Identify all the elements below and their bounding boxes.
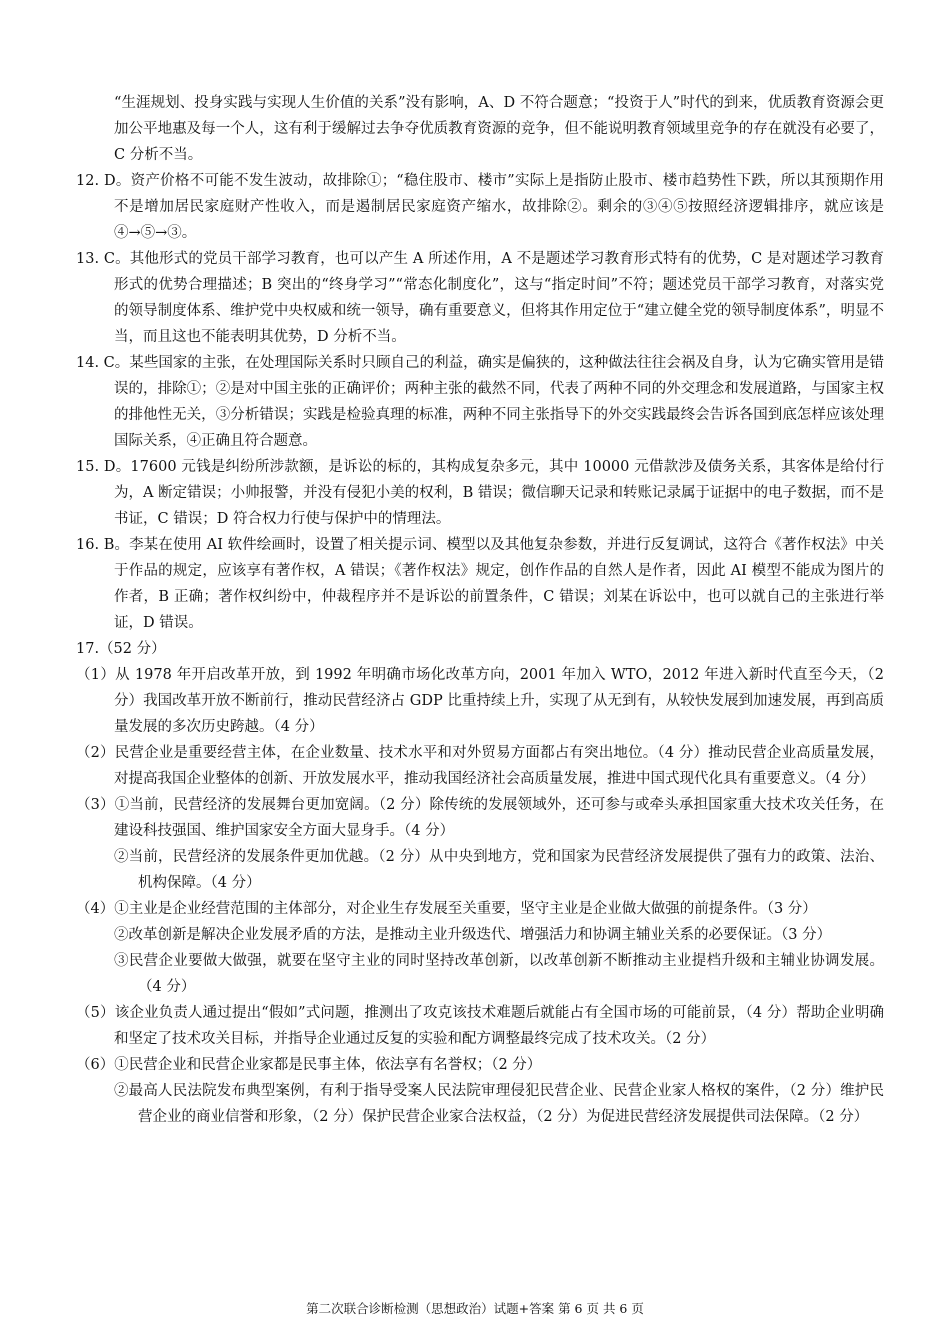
answer-paragraph: “生涯规划、投身实践与实现人生价值的关系”没有影响，A、D 不符合题意；“投资于人”时代的到来，优质教育资源会更加公平地惠及每一个人，这有利于缓解过去争夺优质教育资源的竞争，但不能说明教育领域里竞争的存在就没有必要了，C 分析不当。 — [114, 95, 884, 163]
answer-17-6-b: ②最高人民法院发布典型案例，有利于指导受案人民法院审理侵犯民营企业、民营企业家人格权的案件，（2 分）维护民营企业的商业信誉和形象，（2 分）保护民营企业家合法权益，（2 分）为促进民营经济发展提供司法保障。（2 分） — [114, 1083, 884, 1125]
answer-16: 16. B。李某在使用 AI 软件绘画时，设置了相关提示词、模型以及其他复杂参数，并进行反复调试，这符合《著作权法》中关于作品的规定，应该享有著作权，A 错误；《著作权法》规定，创作作品的自然人是作者，因此 AI 模型不能成为图片的作者，B 正确；著作权纠纷中，仲裁程序并不是诉讼的前置条件，C 错误；刘某在诉讼中，也可以就自己的主张进行举证，D 错误。 — [76, 537, 884, 631]
question-17-heading: 17.（52 分） — [76, 641, 166, 657]
answer-14: 14. C。某些国家的主张，在处理国际关系时只顾自己的利益，确实是偏狭的，这种做法往往会祸及自身，认为它确实管用是错误的，排除①；②是对中国主张的正确评价；两种主张的截然不同，代表了两种不同的外交理念和发展道路，与国家主权的排他性无关，③分析错误；实践是检验真理的标准，两种不同主张指导下的外交实践最终会告诉各国到底怎样应该处理国际关系，④正确且符合题意。 — [76, 355, 884, 449]
answer-17-5: （5）该企业负责人通过提出“假如”式问题，推测出了攻克该技术难题后就能占有全国市场的可能前景，（4 分）帮助企业明确和坚定了技术攻关目标，并指导企业通过反复的实验和配方调整最终完成了技术攻关。（2 分） — [76, 1005, 884, 1047]
answer-17-4-b: ②改革创新是解决企业发展矛盾的方法，是推动主业升级迭代、增强活力和协调主辅业关系的必要保证。（3 分） — [114, 927, 832, 943]
answer-17-4-c: ③民营企业要做大做强，就要在坚守主业的同时坚持改革创新，以改革创新不断推动主业提档升级和主辅业协调发展。（4 分） — [114, 953, 884, 995]
answer-17-3-a: （3）①当前，民营经济的发展舞台更加宽阔。（2 分）除传统的发展领域外，还可参与或牵头承担国家重大技术攻关任务，在建设科技强国、维护国家安全方面大显身手。（4 分） — [76, 797, 884, 839]
answer-17-1: （1）从 1978 年开启改革开放，到 1992 年明确市场化改革方向，2001 年加入 WTO，2012 年进入新时代直至今天，（2 分）我国改革开放不断前行，推动民营经济占 GDP 比重持续上升，实现了从无到有，从较快发展到加速发展，再到高质量发展的多次历史跨越。（4 分） — [76, 667, 884, 735]
answer-12: 12. D。资产价格不可能不发生波动，故排除①；“稳住股市、楼市”实际上是指防止股市、楼市趋势性下跌，所以其预期作用不是增加居民家庭财产性收入，而是遏制居民家庭资产缩水，故排除②。剩余的③④⑤按照经济逻辑排序，就应该是④→⑤→③。 — [76, 173, 884, 241]
answer-body — [76, 90, 884, 1130]
page-footer: 第二次联合诊断检测（思想政治）试题+答案 第 6 页 共 6 页 — [306, 1301, 644, 1316]
answer-17-6-a: （6）①民营企业和民营企业家都是民事主体，依法享有名誉权；（2 分） — [76, 1057, 542, 1073]
answer-17-4-a: （4）①主业是企业经营范围的主体部分，对企业生存发展至关重要，坚守主业是企业做大做强的前提条件。（3 分） — [76, 901, 817, 917]
answer-13: 13. C。其他形式的党员干部学习教育，也可以产生 A 所述作用，A 不是题述学习教育形式特有的优势，C 是对题述学习教育形式的优势合理描述；B 突出的“终身学习”“常态化制度化”，这与“指定时间”不符；题述党员干部学习教育，对落实党的领导制度体系、维护党中央权威和统一领导，确有重要意义，但将其作用定位于“建立健全党的领导制度体系”，明显不当，而且这也不能表明其优势，D 分析不当。 — [76, 251, 884, 345]
answer-17-2: （2）民营企业是重要经营主体，在企业数量、技术水平和对外贸易方面都占有突出地位。（4 分）推动民营企业高质量发展，对提高我国企业整体的创新、开放发展水平，推动我国经济社会高质量发展，推进中国式现代化具有重要意义。（4 分） — [76, 745, 884, 787]
answer-17-3-b: ②当前，民营经济的发展条件更加优越。（2 分）从中央到地方，党和国家为民营经济发展提供了强有力的政策、法治、机构保障。（4 分） — [114, 849, 884, 891]
answer-15: 15. D。17600 元钱是纠纷所涉款额，是诉讼的标的，其构成复杂多元，其中 10000 元借款涉及债务关系，其客体是给付行为，A 断定错误；小帅报警，并没有侵犯小美的权利，B 错误；微信聊天记录和转账记录属于证据中的电子数据，而不是书证，C 错误；D 符合权力行使与保护中的情理法。 — [76, 459, 884, 527]
